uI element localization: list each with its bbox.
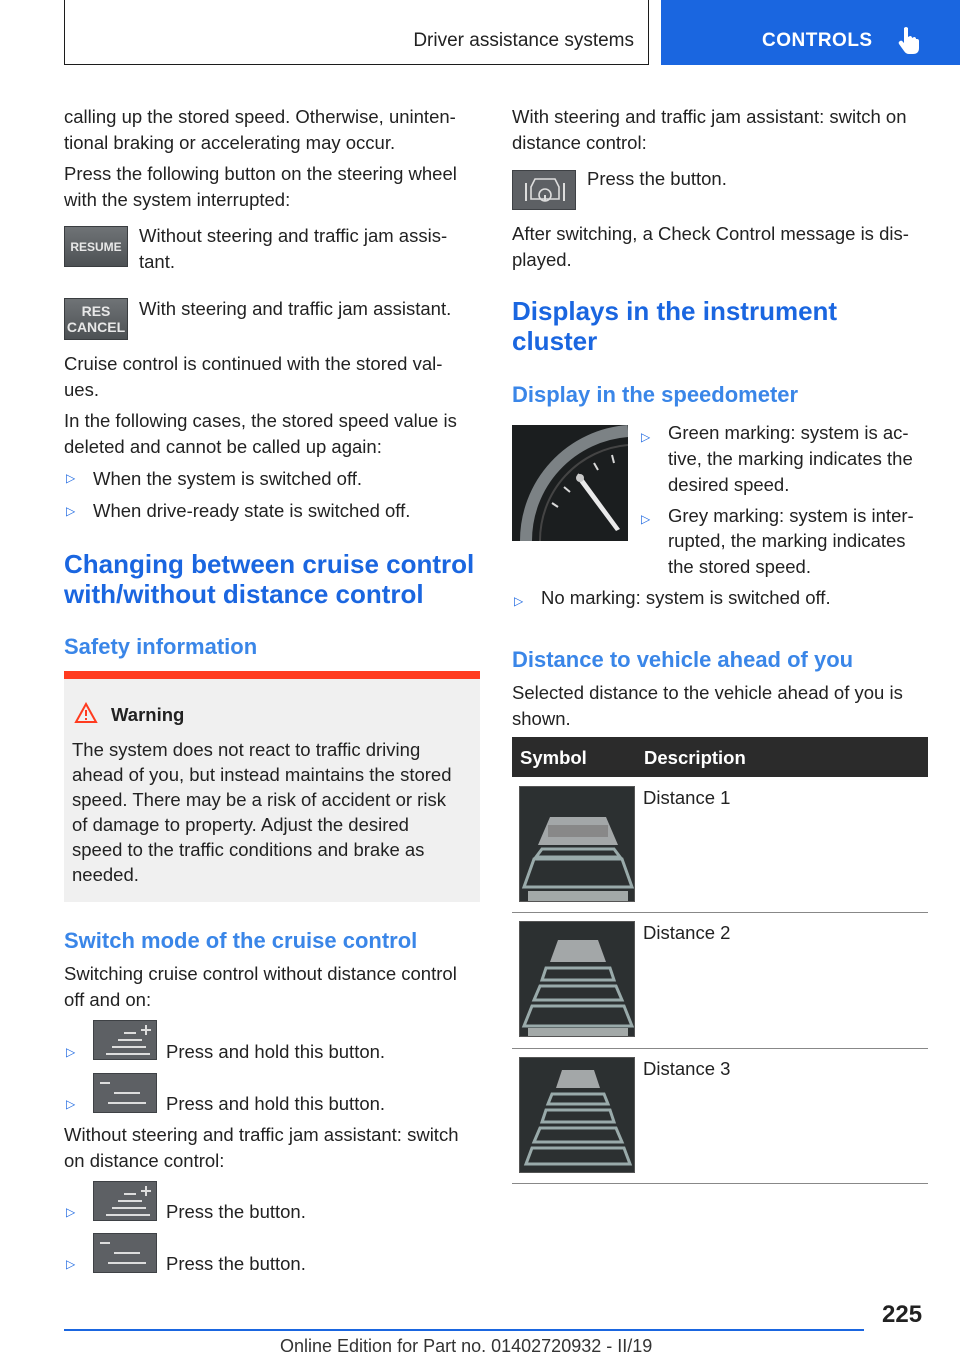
paragraph: Press the button. [587,168,727,189]
list-item: When drive-ready state is switched off. [93,500,411,521]
subsection-heading: Switch mode of the cruise control [64,928,418,953]
paragraph: Without steering and traffic jam assis- [139,225,448,246]
table-row-divider [512,912,928,913]
list-item: When the system is switched off. [93,468,363,489]
list-bullet-icon: ▷ [641,430,651,444]
distance-2-icon [519,921,635,1037]
paragraph: with the system interrupted: [64,189,291,210]
distance-1-icon [519,786,635,902]
res-cancel-button-image [64,298,128,340]
list-item: Press and hold this button. [166,1093,386,1114]
resume-button-label: RESUME [70,240,122,254]
list-bullet-icon: ▷ [66,504,76,518]
speedometer-image [512,425,628,541]
paragraph: shown. [512,708,571,729]
distance-minus-button-icon [93,1233,157,1273]
paragraph: tant. [139,251,175,272]
warning-text-line: needed. [72,864,139,885]
list-item-line: tive, the marking indicates the [668,448,913,469]
distance-minus-button-icon [93,1073,157,1113]
header-chapter-tab [661,0,960,65]
list-bullet-icon: ▷ [514,594,524,608]
paragraph: With steering and traffic jam assistant: switch on [512,106,907,127]
list-item-line: Grey marking: system is inter- [668,505,914,526]
paragraph: Switching cruise control without distance control [64,963,457,984]
paragraph: calling up the stored speed. Otherwise, uninten- [64,106,456,127]
list-item: Press the button. [166,1201,306,1222]
footer-divider [64,1329,864,1331]
paragraph: In the following cases, the stored speed value is [64,410,457,431]
list-bullet-icon: ▷ [66,1045,76,1059]
section-heading: with/without distance control [64,579,424,609]
footer-edition: Online Edition for Part no. 01402720932 - II/19 [280,1336,653,1356]
list-item: Press and hold this button. [166,1041,386,1062]
warning-text-line: of damage to property. Adjust the desired [72,814,409,835]
header-section-tab [64,0,649,65]
col-header-description: Description [644,747,746,768]
paragraph: on distance control: [64,1150,225,1171]
subsection-heading: Distance to vehicle ahead of you [512,647,854,672]
paragraph: distance control: [512,132,647,153]
section-heading: cluster [512,326,598,356]
warning-text-line: speed. There may be a risk of accident or risk [72,789,446,810]
paragraph: deleted and cannot be called up again: [64,436,382,457]
distance-plus-button-icon [93,1181,157,1221]
table-cell-description: Distance 3 [643,1058,731,1079]
subsection-heading: Safety information [64,634,258,659]
list-item: No marking: system is switched off. [541,587,831,608]
table-cell-description: Distance 1 [643,787,731,808]
header-section-title: Driver assistance systems [413,30,634,51]
col-header-symbol: Symbol [520,747,587,768]
section-heading: Changing between cruise control [64,549,475,579]
list-item-line: rupted, the marking indicates [668,530,906,551]
warning-title: Warning [111,704,185,725]
resume-button-image [64,226,128,267]
header-chapter-title: CONTROLS [762,30,873,51]
paragraph: Cruise control is continued with the stored val- [64,353,443,374]
list-item: Press the button. [166,1253,306,1274]
list-bullet-icon: ▷ [66,1097,76,1111]
list-item-line: Green marking: system is ac- [668,422,909,443]
warning-triangle-icon [74,702,98,724]
paragraph: After switching, a Check Control message is dis- [512,223,909,244]
paragraph: Selected distance to the vehicle ahead of you is [512,682,903,703]
subsection-heading: Display in the speedometer [512,382,799,407]
list-bullet-icon: ▷ [66,471,76,485]
list-item-line: desired speed. [668,474,790,495]
paragraph: off and on: [64,989,152,1010]
table-header [512,737,928,777]
list-item-line: the stored speed. [668,556,811,577]
warning-text-line: speed to the traffic conditions and brake as [72,839,425,860]
paragraph: Without steering and traffic jam assistant: switch [64,1124,459,1145]
list-bullet-icon: ▷ [641,512,651,526]
distance-plus-button-icon [93,1020,157,1060]
steering-assistant-button-icon [512,170,576,210]
hand-pointer-icon [897,26,919,54]
table-cell-description: Distance 2 [643,922,731,943]
section-heading: Displays in the instrument [512,296,838,326]
list-bullet-icon: ▷ [66,1205,76,1219]
paragraph: ues. [64,379,99,400]
table-row-divider [512,1048,928,1049]
list-bullet-icon: ▷ [66,1257,76,1271]
page-number: 225 [882,1301,923,1328]
warning-text-line: The system does not react to traffic driving [72,739,421,760]
table-row-divider [512,1183,928,1184]
res-cancel-label-1: RES [81,303,111,319]
paragraph: tional braking or accelerating may occur. [64,132,396,153]
paragraph: Press the following button on the steering wheel [64,163,457,184]
warning-text-line: ahead of you, but instead maintains the stored [72,764,452,785]
res-cancel-label-2: CANCEL [66,319,126,335]
distance-3-icon [519,1057,635,1173]
paragraph: played. [512,249,572,270]
warning-box [64,671,480,902]
paragraph: With steering and traffic jam assistant. [139,298,452,319]
